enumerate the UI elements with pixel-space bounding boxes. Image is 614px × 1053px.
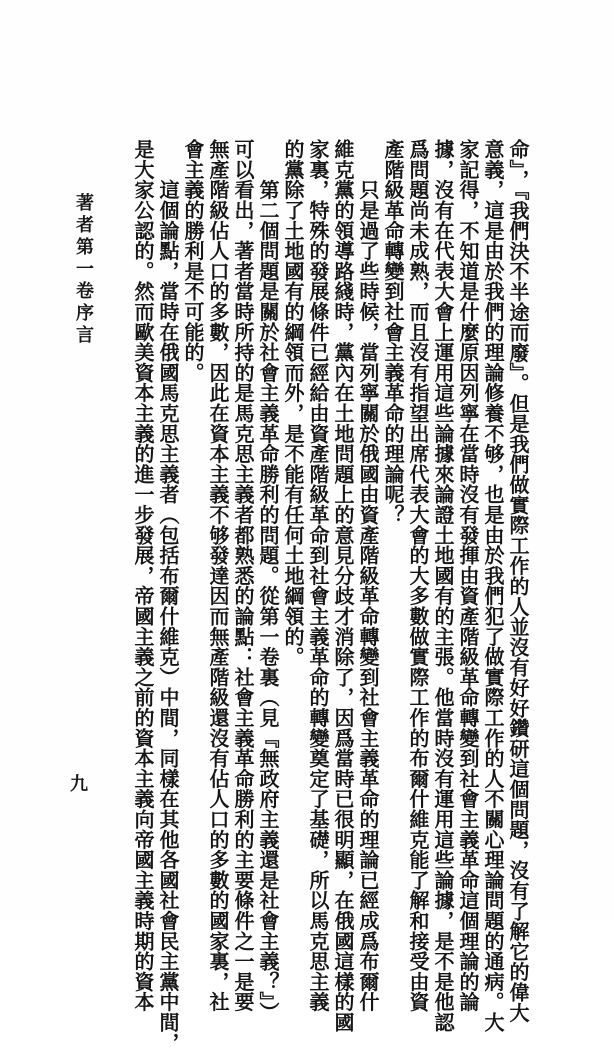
text-column-5: 爲問題尚未成熟，而且沒有指望出席代表大會的大多數做實際工作的布爾什維克能了解和接受由資 [406, 139, 430, 1012]
text-column-12: 可以看出，著者當時所持的是馬克思主義者都熟悉的論點：社會主義革命勝利的主要條件之一是要 [231, 139, 255, 1012]
text-column-8: 維克黨的領導路綫時，黨內在土地問題上的意見分歧才消除了，因爲當時已很明顯，在俄國這樣的國 [331, 139, 355, 1033]
text-column-4: 據，沒有在代表大會上運用這些論據來論證土地國有的主張。他當時沒有運用這些論據，是不是他認 [431, 139, 455, 1033]
text-column-9: 家裏，特殊的發展條件已經給由資產階級革命到社會主義革命的轉變奠定了基礎，所以馬克思主義 [306, 139, 330, 1012]
text-column-6: 產階級革命轉變到社會主義革命的理論呢？ [381, 139, 405, 525]
text-column-10: 的黨除了土地國有的綱領而外，是不能有任何土地綱領的。 [281, 139, 305, 667]
text-column-3: 家記得，不知道是什麼原因列寧在當時沒有發揮由資產階級革命轉變到社會主義革命這個理論的論 [456, 139, 480, 1012]
text-column-11: 第二個問題是關於社會主義革命勝利的問題。從第一卷裏（見『無政府主義還是社會主義？』） [256, 139, 280, 1023]
text-column-13: 無產階級佔人口的多數，因此在資本主義不够發達因而無產階級還沒有佔人口的多數的國家裏，社 [206, 139, 230, 1012]
text-column-1: 命』，『我們決不半途而廢』。但是我們做實際工作的人並沒有好好鑽研這個問題，沒有了解它的偉大 [506, 139, 530, 1023]
text-column-16: 是大家公認的。然而歐美資本主義的進一步發展，帝國主義之前的資本主義向帝國主義時期的資本 [131, 139, 155, 1012]
text-column-15: 這個論點，當時在俄國馬克思主義者（包括布爾什維克）中間，同樣在其他各國社會民主黨中間， [156, 139, 180, 1053]
text-column-2: 意義，這是由於我們的理論修養不够，也是由於我們犯了做實際工作的人不關心理論問題的通病。大 [481, 139, 505, 1033]
page-number: 九 [70, 774, 88, 795]
text-column-14: 會主義的勝利是不可能的。 [181, 139, 205, 383]
running-header: 著者第一卷序言 [73, 193, 94, 347]
text-column-7: 只是過了些時候，當列寧關於俄國由資產階級革命轉變到社會主義革命的理論已經成爲布爾什 [356, 139, 380, 1012]
